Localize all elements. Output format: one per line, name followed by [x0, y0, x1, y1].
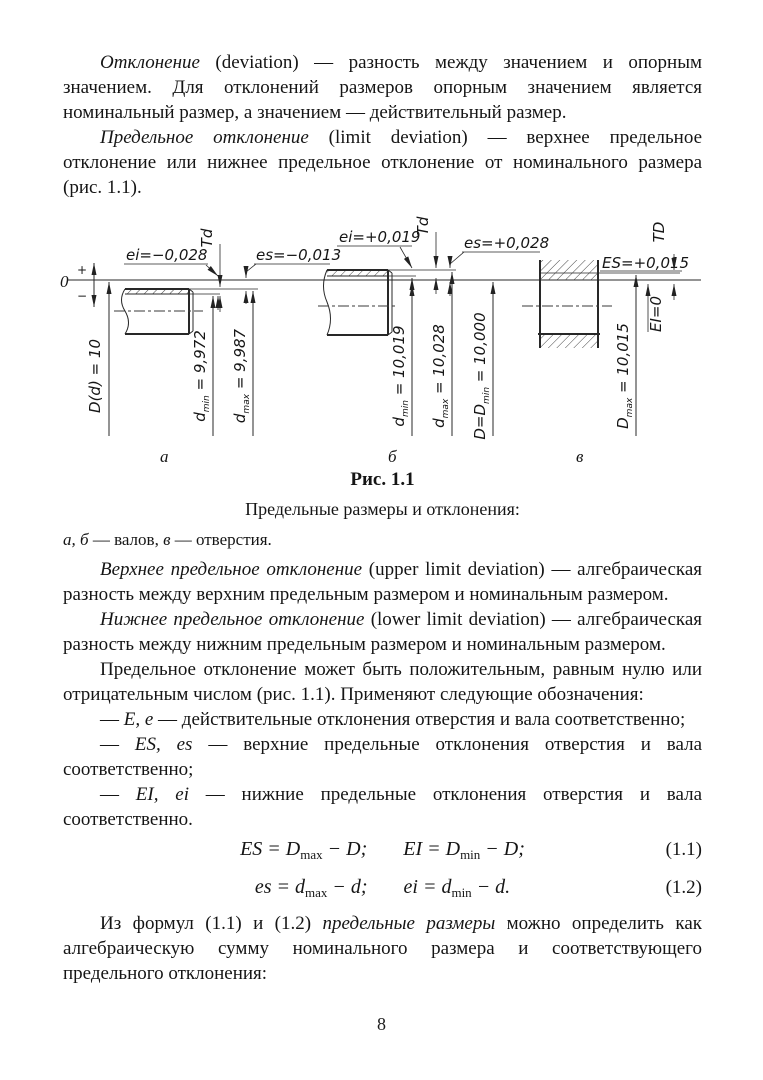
label-dmax-a: $d_{max} = 9,987$	[231, 328, 252, 424]
term-lower-limit-deviation: Нижнее предельное отклонение	[100, 609, 365, 630]
symbols-ES-es: ES, es	[134, 734, 193, 755]
term-deviation: Отклонение	[100, 52, 200, 73]
page-number: 8	[377, 1014, 386, 1034]
term-limit-sizes: предельные размеры	[322, 913, 496, 934]
label-dmax-v: $D_{max} = 10,015$	[614, 323, 635, 429]
list-text: — действительные отклонения отверстия и вала соответственно;	[153, 709, 686, 730]
formula-number: (1.2)	[665, 877, 702, 898]
hole-body-hatch-top	[540, 260, 598, 273]
label-ei-b: ei=+0,019	[339, 228, 421, 246]
figure-caption-subtitle: Предельные размеры и отклонения:	[245, 499, 520, 519]
paragraph-text: (lower limit deviation) — алгебраическая разность между нижним предельным размером и номинальным размером.	[63, 609, 702, 655]
term-limit-deviation: Предельное отклонение	[100, 127, 309, 148]
label-es-a: es=−0,013	[256, 246, 342, 264]
part-letter-b: б	[388, 447, 397, 466]
label-es-b: es=+0,028	[464, 234, 550, 252]
list-dash: —	[100, 784, 136, 805]
part-letter-v: в	[576, 447, 584, 466]
list-item-EI-ei	[63, 782, 702, 832]
symbols-EI-ei: EI, ei	[135, 784, 189, 805]
paragraph-text: (deviation) — разность между значением и опорным значением. Для отклонений размеров опорным значением является номинальный размер, а значением — действительный размер.	[63, 52, 702, 123]
legend-text: — отверстия.	[170, 530, 272, 549]
figure-part-v	[522, 222, 689, 466]
hole-body-hatch-bottom	[540, 334, 598, 348]
zero-axis-marker	[60, 263, 94, 307]
formula-body: ES = $D_{max} - D$; EI = $D_{min} - D$;	[240, 838, 525, 862]
paragraph-lower-limit	[63, 607, 702, 657]
plus-label: +	[77, 263, 88, 277]
minus-label: −	[77, 289, 88, 303]
intro-paragraph-2	[63, 125, 702, 200]
label-dmin-b: $d_{min} = 10,019$	[390, 325, 411, 427]
part-letter-a: а	[160, 447, 169, 466]
paragraph-text: (upper limit deviation) — алгебраическая разность между верхним предельным размером и номинальным размером.	[63, 559, 702, 605]
list-text: — нижние предельные отклонения отверстия и вала соответственно.	[63, 784, 703, 830]
list-dash: —	[100, 734, 135, 755]
label-td-v: TD	[650, 221, 668, 243]
legend-letters-ab: а, б	[63, 530, 89, 549]
term-upper-limit-deviation: Верхнее предельное отклонение	[100, 559, 363, 580]
paragraph-text: Из формул (1.1) и (1.2)	[100, 913, 323, 934]
paragraph-text: можно определить как алгебраическую сумму номинального размера и соответствующего предельного отклонения:	[63, 913, 702, 984]
legend-text: — валов,	[88, 530, 164, 549]
label-td-a: Td	[198, 228, 216, 248]
label-nominal-b: $D=D_{min} = 10,000$	[471, 312, 492, 440]
label-nominal-a: D(d) = 10	[86, 339, 104, 413]
zero-label: 0	[60, 272, 69, 291]
label-td-b: Td	[414, 216, 432, 236]
formula-number: (1.1)	[665, 839, 702, 860]
formula-1-2	[63, 872, 702, 908]
figure-caption-legend	[63, 529, 702, 551]
intro-paragraph-1	[63, 50, 702, 125]
paragraph-text: (limit deviation) — верхнее предельное отклонение или нижнее предельное отклонение от номинального размера (рис. 1.1).	[63, 127, 703, 198]
paragraph-upper-limit	[63, 557, 702, 607]
figure-1-1	[60, 208, 701, 466]
label-ei-v: EI=0	[647, 295, 665, 333]
figure-caption-title: Рис. 1.1	[350, 469, 415, 490]
figure-part-b	[318, 216, 549, 466]
list-text: — верхние предельные отклонения отверстия и вала соответственно;	[63, 734, 703, 780]
formula-1-1	[63, 834, 702, 870]
formula-body: es = $d_{max} - d$; ei = $d_{min} - d$.	[254, 876, 511, 900]
figure-part-a	[86, 228, 341, 466]
legend-letter-v: в	[163, 530, 171, 549]
tolerance-zone-v	[540, 273, 598, 280]
list-item-ES-es	[63, 732, 702, 782]
symbols-E-e: E, e	[123, 709, 154, 730]
label-ei-a: ei=−0,028	[126, 246, 208, 264]
list-dash: —	[100, 709, 124, 730]
closing-paragraph	[63, 911, 702, 986]
label-es-v: ES=+0,015	[602, 254, 690, 272]
list-item-E-e	[63, 707, 702, 732]
label-dmin-a: $d_{min} = 9,972$	[191, 330, 212, 422]
label-dmax-b: $d_{max} = 10,028$	[430, 324, 451, 428]
paragraph-designations: Предельное отклонение может быть положительным, равным нулю или отрицательным числом (рис. 1.1). Применяют следующие обозначения:	[63, 659, 702, 705]
